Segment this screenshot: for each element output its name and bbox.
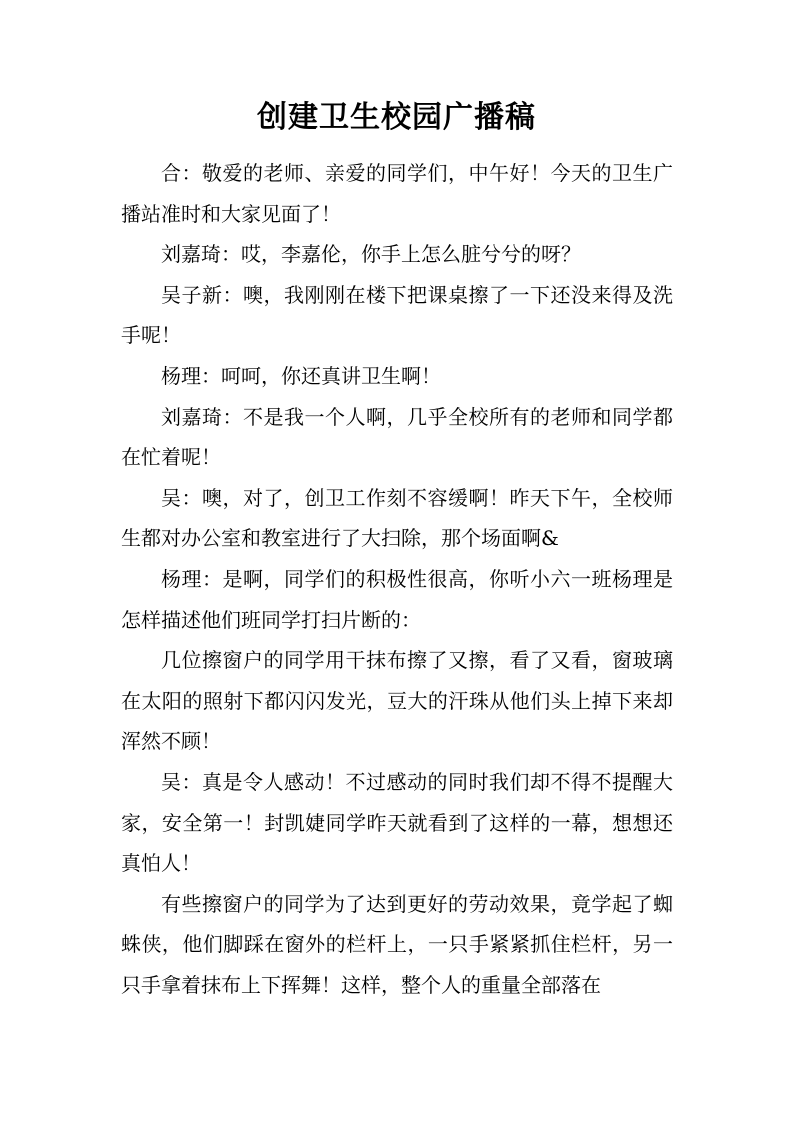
paragraph: 有些擦窗户的同学为了达到更好的劳动效果，竟学起了蜘蛛侠，他们脚踩在窗外的栏杆上，一只手紧紧抓住栏杆，另一只手拿着抹布上下挥舞！这样，整个人的重量全部落在 xyxy=(121,891,673,997)
paragraph: 杨理：呵呵，你还真讲卫生啊！ xyxy=(161,363,441,388)
paragraph: 合：敬爱的老师、亲爱的同学们，中午好！今天的卫生广播站准时和大家见面了！ xyxy=(121,161,673,226)
paragraph: 几位擦窗户的同学用干抹布擦了又擦，看了又看，窗玻璃在太阳的照射下都闪闪发光，豆大的汗珠从他们头上掉下来却浑然不顾！ xyxy=(121,648,673,754)
paragraph: 吴：噢，对了，创卫工作刻不容缓啊！昨天下午，全校师生都对办公室和教室进行了大扫除，那个场面啊& xyxy=(121,485,673,551)
document-title: 创建卫生校园广播稿 xyxy=(257,100,536,135)
paragraph: 刘嘉琦：不是我一个人啊，几乎全校所有的老师和同学都在忙着呢！ xyxy=(121,404,673,470)
paragraph: 吴：真是令人感动！不过感动的同时我们却不得不提醒大家，安全第一！封凯婕同学昨天就看到了这样的一幕，想想还真怕人！ xyxy=(121,769,673,876)
paragraph: 吴子新：噢，我刚刚在楼下把课桌擦了一下还没来得及洗手呢！ xyxy=(121,282,673,348)
document-body xyxy=(121,153,673,1005)
paragraph: 刘嘉琦：哎，李嘉伦，你手上怎么脏兮兮的呀？ xyxy=(161,242,581,267)
paragraph: 杨理：是啊，同学们的积极性很高，你听小六一班杨理是怎样描述他们班同学打扫片断的： xyxy=(121,566,673,632)
